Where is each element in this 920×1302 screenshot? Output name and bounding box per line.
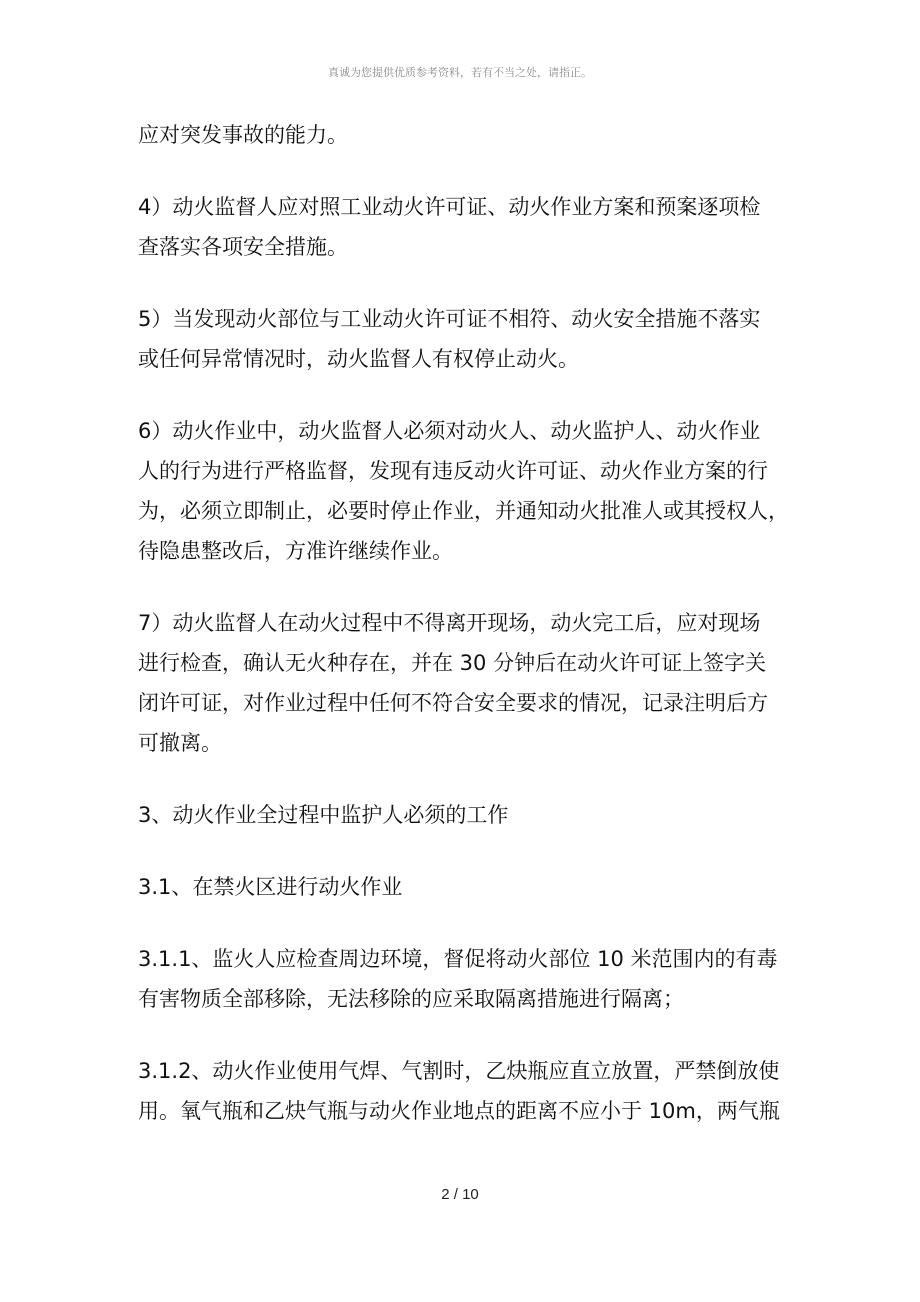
text-line: 有害物质全部移除，无法移除的应采取隔离措施进行隔离； bbox=[138, 987, 684, 1011]
paragraph-gap bbox=[138, 379, 788, 411]
paragraph-gap bbox=[138, 155, 788, 187]
paragraph bbox=[138, 187, 788, 267]
text-line: 用。氧气瓶和乙炔气瓶与动火作业地点的距离不应小于 10m，两气瓶 bbox=[138, 1099, 780, 1123]
text-line: 人的行为进行严格监督，发现有违反动火许可证、动火作业方案的行 bbox=[138, 459, 768, 483]
paragraph-gap bbox=[138, 571, 788, 603]
text-line: 7）动火监督人在动火过程中不得离开现场，动火完工后，应对现场 bbox=[138, 611, 761, 635]
text-line: 3.1.2、动火作业使用气焊、气割时，乙炔瓶应直立放置，严禁倒放使 bbox=[138, 1059, 780, 1083]
paragraph-gap bbox=[138, 907, 788, 939]
paragraph-gap bbox=[138, 835, 788, 867]
text-line: 应对突发事故的能力。 bbox=[138, 123, 348, 147]
paragraph bbox=[138, 299, 788, 379]
text-line: 可撤离。 bbox=[138, 731, 222, 755]
text-line: 6）动火作业中，动火监督人必须对动火人、动火监护人、动火作业 bbox=[138, 419, 761, 443]
paragraph bbox=[138, 115, 788, 155]
text-line: 进行检查，确认无火种存在，并在 30 分钟后在动火许可证上签字关 bbox=[138, 651, 767, 675]
text-line: 3、动火作业全过程中监护人必须的工作 bbox=[138, 803, 509, 827]
text-line: 4）动火监督人应对照工业动火许可证、动火作业方案和预案逐项检 bbox=[138, 195, 761, 219]
paragraph-gap bbox=[138, 1019, 788, 1051]
paragraph-gap bbox=[138, 763, 788, 795]
paragraph bbox=[138, 867, 788, 907]
document-body bbox=[138, 115, 788, 1131]
text-line: 待隐患整改后，方准许继续作业。 bbox=[138, 539, 453, 563]
paragraph bbox=[138, 795, 788, 835]
text-line: 闭许可证，对作业过程中任何不符合安全要求的情况，记录注明后方 bbox=[138, 691, 768, 715]
paragraph bbox=[138, 603, 788, 763]
text-line: 或任何异常情况时，动火监督人有权停止动火。 bbox=[138, 347, 579, 371]
paragraph-gap bbox=[138, 267, 788, 299]
paragraph bbox=[138, 411, 788, 571]
paragraph bbox=[138, 939, 788, 1019]
page-number: 2 / 10 bbox=[441, 1186, 479, 1203]
text-line: 3.1.1、监火人应检查周边环境，督促将动火部位 10 米范围内的有毒 bbox=[138, 947, 778, 971]
text-line: 5）当发现动火部位与工业动火许可证不相符、动火安全措施不落实 bbox=[138, 307, 761, 331]
text-line: 为，必须立即制止，必要时停止作业，并通知动火批准人或其授权人， bbox=[138, 499, 789, 523]
text-line: 3.1、在禁火区进行动火作业 bbox=[138, 875, 403, 899]
text-line: 查落实各项安全措施。 bbox=[138, 235, 348, 259]
header-note: 真诚为您提供优质参考资料，若有不当之处，请指正。 bbox=[328, 66, 592, 79]
paragraph bbox=[138, 1051, 788, 1131]
